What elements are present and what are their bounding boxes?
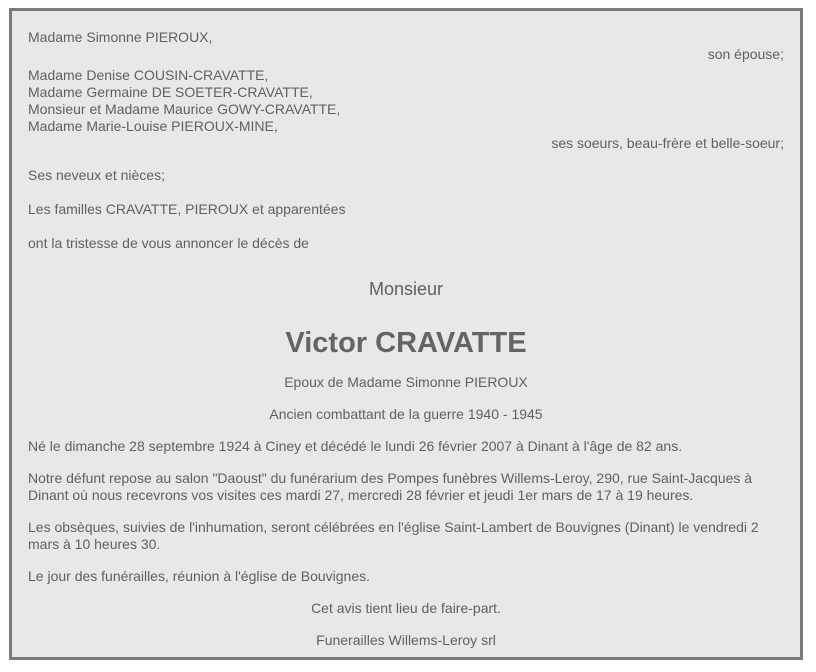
sibling-4: Madame Marie-Louise PIEROUX-MINE, [28,118,278,134]
families-line: Les familles CRAVATTE, PIEROUX et apparentées [28,201,346,217]
faire-part-notice: Cet avis tient lieu de faire-part. [311,600,501,616]
spouse-of-line: Epoux de Madame Simonne PIEROUX [284,374,528,390]
notice-body [28,29,784,649]
gathering-paragraph: Le jour des funérailles, réunion à l'église de Bouvignes. [28,568,371,584]
sibling-3: Monsieur et Madame Maurice GOWY-CRAVATTE, [28,101,341,117]
spouse-relation: son épouse; [707,46,784,62]
death-notice-card [9,8,803,660]
deceased-honorific: Monsieur [368,279,444,299]
spouse-name: Madame Simonne PIEROUX, [28,29,213,45]
siblings-relation: ses soeurs, beau-frère et belle-soeur; [551,135,784,151]
repose-paragraph: Notre défunt repose au salon "Daoust" du funérarium des Pompes funèbres Willems-Leroy, 290, rue Saint-Jacques à Dinant où nous recevrons vos visites ces mardi 27, mercredi 28 février et jeudi 1er mars de 17 à 19 heures. [28,470,753,503]
sibling-2: Madame Germaine DE SOETER-CRAVATTE, [28,84,313,100]
deceased-name: Victor CRAVATTE [285,327,527,359]
sibling-1: Madame Denise COUSIN-CRAVATTE, [28,67,269,83]
veteran-line: Ancien combattant de la guerre 1940 - 1945 [269,406,543,422]
birth-death-paragraph: Né le dimanche 28 septembre 1924 à Ciney et décédé le lundi 26 février 2007 à Dinant à l'âge de 82 ans. [28,438,683,454]
funeral-paragraph: Les obsèques, suivies de l'inhumation, seront célébrées en l'église Saint-Lambert de Bouvignes (Dinant) le vendredi 2 mars à 10 heures 30. [28,519,759,552]
announcement-line: ont la tristesse de vous annoncer le décès de [28,235,309,251]
funeral-home-signature: Funerailles Willems-Leroy srl [316,632,496,648]
nephews-line: Ses neveux et nièces; [28,167,165,183]
